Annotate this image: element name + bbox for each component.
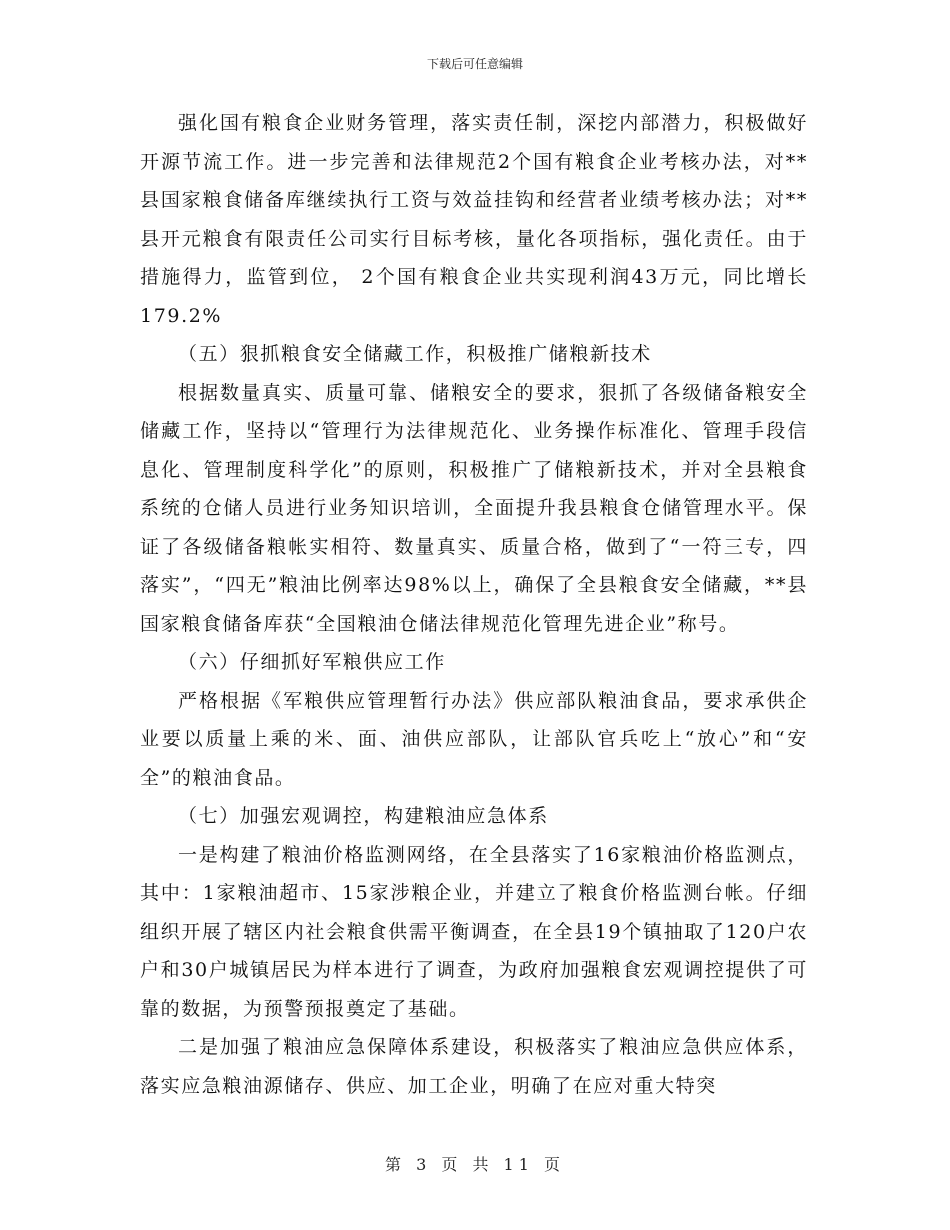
section-heading-5: （五）狠抓粮食安全储藏工作，积极推广储粮新技术 <box>178 343 652 365</box>
paragraph-storage: 根据数量真实、质量可靠、储粮安全的要求，狠抓了各级储备粮安全储藏工作，坚持以“管理行为法律规范化、业务操作标准化、管理手段信息化、管理制度科学化”的原则，积极推广了储粮新技术，并对全县粮食系统的仓储人员进行业务知识培训，全面提升我县粮食仓储管理水平。保证了各级储备粮帐实相符、数量真实、质量合格，做到了“一符三专，四落实”，“四无”粮油比例率达98%以上，确保了全县粮食安全储藏，**县国家粮食储备库获“全国粮油仓储法律规范化管理先进企业”称号。 <box>140 381 808 635</box>
header-note: 下载后可任意编辑 <box>426 57 523 71</box>
document-body <box>140 104 808 1105</box>
paragraph-price-monitoring: 一是构建了粮油价格监测网络，在全县落实了16家粮油价格监测点，其中：1家粮油超市、15家涉粮企业，并建立了粮食价格监测台帐。仔细组织开展了辖区内社会粮食供需平衡调查，在全县19个镇抽取了120户农户和30户城镇居民为样本进行了调查，为政府加强粮食宏观调控提供了可靠的数据，为预警预报奠定了基础。 <box>140 843 808 1020</box>
page-number-footer: 第 3 页 共 11 页 <box>385 1155 565 1174</box>
paragraph-emergency-system: 二是加强了粮油应急保障体系建设，积极落实了粮油应急供应体系，落实应急粮油源储存、供应、加工企业，明确了在应对重大特突 <box>140 1036 808 1097</box>
paragraph-finance: 强化国有粮食企业财务管理，落实责任制，深挖内部潜力，积极做好开源节流工作。进一步完善和法律规范2个国有粮食企业考核办法，对**县国家粮食储备库继续执行工资与效益挂钩和经营者业绩考核办法；对**县开元粮食有限责任公司实行目标考核，量化各项指标，强化责任。由于措施得力，监管到位， 2个国有粮食企业共实现利润43万元，同比增长179.2% <box>140 112 808 327</box>
section-heading-7: （七）加强宏观调控，构建粮油应急体系 <box>178 805 549 827</box>
paragraph-military-grain: 严格根据《军粮供应管理暂行办法》供应部队粮油食品，要求承供企业要以质量上乘的米、面、油供应部队，让部队官兵吃上“放心”和“安全”的粮油食品。 <box>140 689 808 789</box>
section-heading-6: （六）仔细抓好军粮供应工作 <box>178 651 446 673</box>
